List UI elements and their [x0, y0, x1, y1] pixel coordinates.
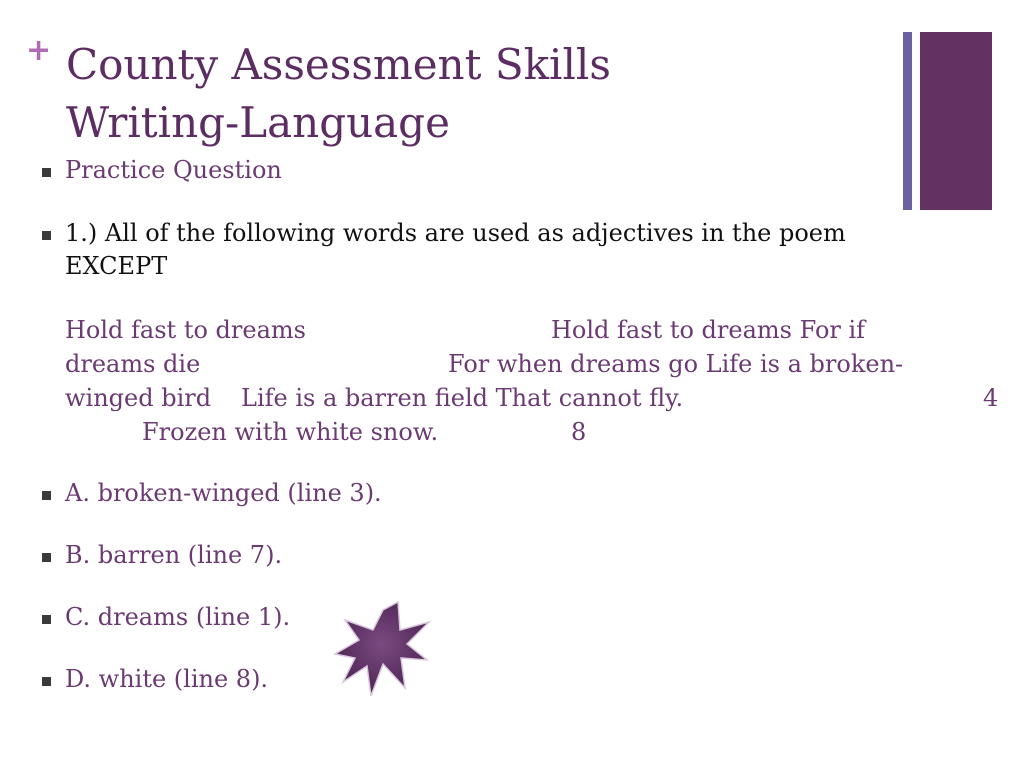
poem-text: Frozen with white snow.: [142, 418, 439, 446]
poem-row: [65, 381, 1010, 415]
bullet-icon: [42, 231, 51, 240]
slide-title: [66, 36, 611, 152]
line-number: 8: [571, 418, 587, 446]
title-line-1: County Assessment Skills: [66, 40, 611, 89]
poem-text: For when dreams go Life is a broken-: [448, 350, 904, 378]
poem-text: Hold fast to dreams: [65, 316, 306, 344]
accent-bar-thick: [920, 32, 992, 210]
poem-row: [65, 347, 1010, 381]
poem-block: [65, 313, 1010, 449]
poem-row: [65, 415, 1010, 449]
poem-text: dreams die: [65, 350, 201, 378]
question-text: [65, 217, 995, 283]
question-line-2: EXCEPT: [65, 252, 168, 280]
answer-option-d[interactable]: D. white (line 8).: [65, 665, 269, 693]
answer-option-c[interactable]: C. dreams (line 1).: [65, 603, 291, 631]
title-line-2: Writing-Language: [66, 98, 450, 147]
starburst-icon: [331, 600, 431, 700]
line-number: 4: [983, 384, 999, 412]
bullet-icon: [42, 491, 51, 500]
plus-icon: +: [26, 33, 52, 68]
question-line-1: 1.) All of the following words are used as adjectives in the poem: [65, 219, 846, 247]
poem-text: winged bird: [65, 384, 212, 412]
subtitle: Practice Question: [65, 156, 282, 184]
poem-text: Life is a barren field That cannot fly.: [241, 384, 684, 412]
answer-option-a[interactable]: A. broken-winged (line 3).: [65, 479, 382, 507]
bullet-icon: [42, 168, 51, 177]
poem-row: [65, 313, 1010, 347]
answer-option-b[interactable]: B. barren (line 7).: [65, 541, 283, 569]
bullet-icon: [42, 615, 51, 624]
accent-bar-thin: [903, 32, 912, 210]
bullet-icon: [42, 677, 51, 686]
bullet-icon: [42, 553, 51, 562]
poem-text: Hold fast to dreams For if: [551, 316, 866, 344]
